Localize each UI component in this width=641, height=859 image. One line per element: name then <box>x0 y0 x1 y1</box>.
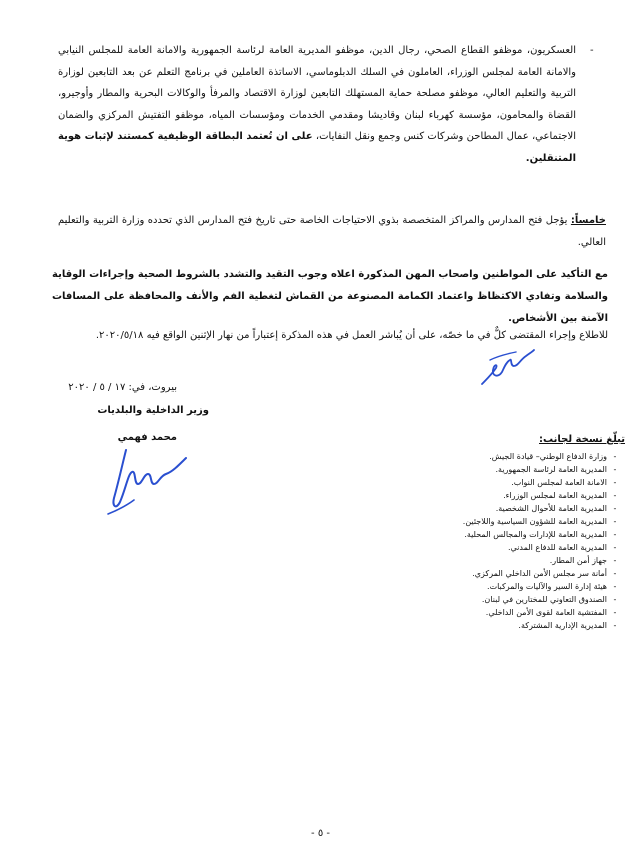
list-item: - المديرية العامة للشؤون السياسية واللاجئين. <box>383 515 623 528</box>
paragraph-effective-date: للاطلاع وإجراء المقتضى كلٌّ في ما خصّه، على أن يُباشر العمل في هذه المذكرة إعتباراً من نهار الإثنين الواقع فيه ٢٠٢٠/٥/١٨. <box>95 330 608 341</box>
page-number: - ٥ - <box>311 828 330 839</box>
signer-title: وزير الداخلية والبلديات <box>97 405 209 416</box>
list-item: - وزارة الدفاع الوطني– قيادة الجيش. <box>383 450 623 463</box>
paragraph-exempted-text: العسكريون، موظفو القطاع الصحي، رجال الدين، موظفو المديرية العامة لرئاسة الجمهورية والامانة العامة للمجلس النيابي والامانة العامة لمجلس الوزراء، العاملون في السلك الدبلوماسي، الاساتذة العاملين في برنامج التعلم عن بعد التابعين لوزارة التربية والتعليم العالي، موظفو مصلحة حماية المستهلك التابعين لوزارة الاقتصاد والمرفأ والوكالات البحرية والمطار وأوجيرو، القضاة والمحامون، مؤسسة كهرباء لبنان وقاديشا ومقدمي الخدمات ومؤسسات المياه، موظفو التفتيش المركزي والضمان الاجتماعي، عمال المطاحن وشركات كنس وجمع ونقل النفايات، <box>58 45 576 142</box>
paragraph-fifth-text: يؤجل فتح المدارس والمراكز المتخصصة بذوي الاحتياجات الخاصة حتى تاريخ فتح المدارس الذي تحدده وزارة التربية والتعليم العالي. <box>58 215 606 248</box>
copies-list <box>383 450 623 632</box>
list-item: - المديرية العامة للدفاع المدني. <box>383 541 623 554</box>
paragraph-emphasis: مع التأكيد على المواطنين واصحاب المهن المذكورة اعلاه وجوب التقيد والتشدد بالشروط الصحية وإجراءات الوقاية والسلامة وتفادي الاكتظاظ واعتماد الكمامة المصنوعة من القماش لتغطية الفم والأنف والمحافظة على المسافات الآمنة بين الأشخاص. <box>52 269 608 324</box>
list-item: - المديرية العامة للأحوال الشخصية. <box>383 502 623 515</box>
bullet-dash: - <box>590 45 594 56</box>
list-item: - هيئة إدارة السير والآليات والمركبات. <box>383 580 623 593</box>
list-item: - الصندوق التعاوني للمختارين في لبنان. <box>383 593 623 606</box>
minister-signature <box>96 444 196 518</box>
list-item: - المديرية العامة لمجلس الوزراء. <box>383 489 623 502</box>
list-item: - المديرية العامة للإدارات والمجالس المحلية. <box>383 528 623 541</box>
list-item: - أمانة سر مجلس الأمن الداخلي المركزي. <box>383 567 623 580</box>
signer-name: محمد فهمي <box>117 432 177 443</box>
paragraph-exempted-bold-text: على ان تُعتمد البطاقة الوظيفية كمستند لإثبات هوية المتنقلين. <box>58 131 576 164</box>
paragraph-fifth-label: خامساً: <box>570 215 606 226</box>
copies-title: تبلّغ نسخة لجانب: <box>539 434 625 445</box>
list-item: - جهاز أمن المطار. <box>383 554 623 567</box>
paragraph-exempted-categories <box>58 40 576 169</box>
list-item: - الامانة العامة لمجلس النواب. <box>383 476 623 489</box>
list-item: - المفتشية العامة لقوى الأمن الداخلي. <box>383 606 623 619</box>
paragraph-fifth <box>58 210 606 253</box>
list-item: - المديرية الإدارية المشتركة. <box>383 619 623 632</box>
signature-date: بيروت، في: ١٧ / ٥ / ٢٠٢٠ <box>68 382 177 393</box>
initials-signature <box>476 344 536 390</box>
list-item: - المديرية العامة لرئاسة الجمهورية. <box>383 463 623 476</box>
